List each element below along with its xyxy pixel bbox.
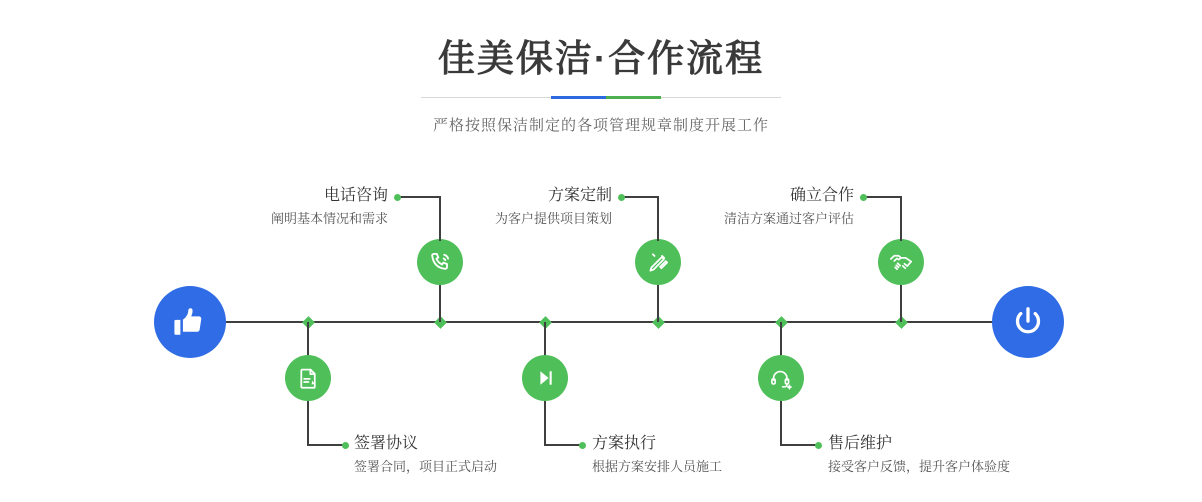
timeline-connector-dot: [579, 442, 586, 449]
document-pen-icon: [296, 366, 321, 391]
timeline-stem: [439, 285, 441, 322]
timeline-connector-v: [439, 196, 441, 241]
timeline-stem: [657, 285, 659, 322]
timeline-connector-v: [307, 401, 309, 445]
step-label-6: 售后维护 接受客户反馈，提升客户体验度: [828, 435, 1011, 474]
timeline-connector-v: [780, 401, 782, 445]
timeline-connector-v: [544, 401, 546, 445]
timeline-stem: [307, 322, 309, 359]
step-label-4: 方案执行 根据方案安排人员施工: [592, 435, 723, 474]
timeline-connector-h: [400, 196, 440, 198]
step-label-3: 方案定制 为客户提供项目策划: [494, 187, 612, 226]
timeline-stem: [780, 322, 782, 359]
handshake-icon: [888, 249, 914, 275]
step-icon-badge-4[interactable]: [522, 355, 568, 401]
step-icon-badge-2[interactable]: [285, 355, 331, 401]
step-label-2: 签署协议 签署合同，项目正式启动: [354, 435, 498, 474]
phone-ring-icon: [428, 250, 453, 275]
timeline-connector-dot: [860, 194, 867, 201]
timeline-connector-dot: [618, 194, 625, 201]
timeline-connector-h: [624, 196, 658, 198]
timeline-stem: [544, 322, 546, 359]
power-icon: [1010, 304, 1046, 340]
page-title: 佳美保洁·合作流程: [437, 38, 765, 79]
pen-ruler-icon: [646, 250, 671, 275]
timeline-connector-h: [866, 196, 901, 198]
headset-support-icon: [769, 366, 794, 391]
timeline-stem: [900, 285, 902, 322]
timeline-end-badge: [992, 286, 1064, 358]
timeline-start-badge: [154, 286, 226, 358]
step-icon-badge-5[interactable]: [878, 239, 924, 285]
timeline-connector-dot: [394, 194, 401, 201]
step-label-5: 确立合作 清洁方案通过客户评估: [723, 187, 854, 226]
timeline-connector-v: [657, 196, 659, 241]
thumbs-up-icon: [173, 305, 207, 339]
play-next-icon: [533, 366, 557, 390]
step-label-1: 电话咨询 阐明基本情况和需求: [270, 187, 388, 226]
step-icon-badge-1[interactable]: [417, 239, 463, 285]
timeline-connector-h: [544, 444, 581, 446]
step-icon-badge-6[interactable]: [758, 355, 804, 401]
page-subtitle: 严格按照保洁制定的各项管理规章制度开展工作: [432, 117, 769, 135]
timeline-connector-h: [780, 444, 817, 446]
timeline-connector-v: [900, 196, 902, 241]
timeline-connector-dot: [815, 442, 822, 449]
step-icon-badge-3[interactable]: [635, 239, 681, 285]
timeline-connector-h: [307, 444, 344, 446]
timeline-connector-dot: [342, 442, 349, 449]
